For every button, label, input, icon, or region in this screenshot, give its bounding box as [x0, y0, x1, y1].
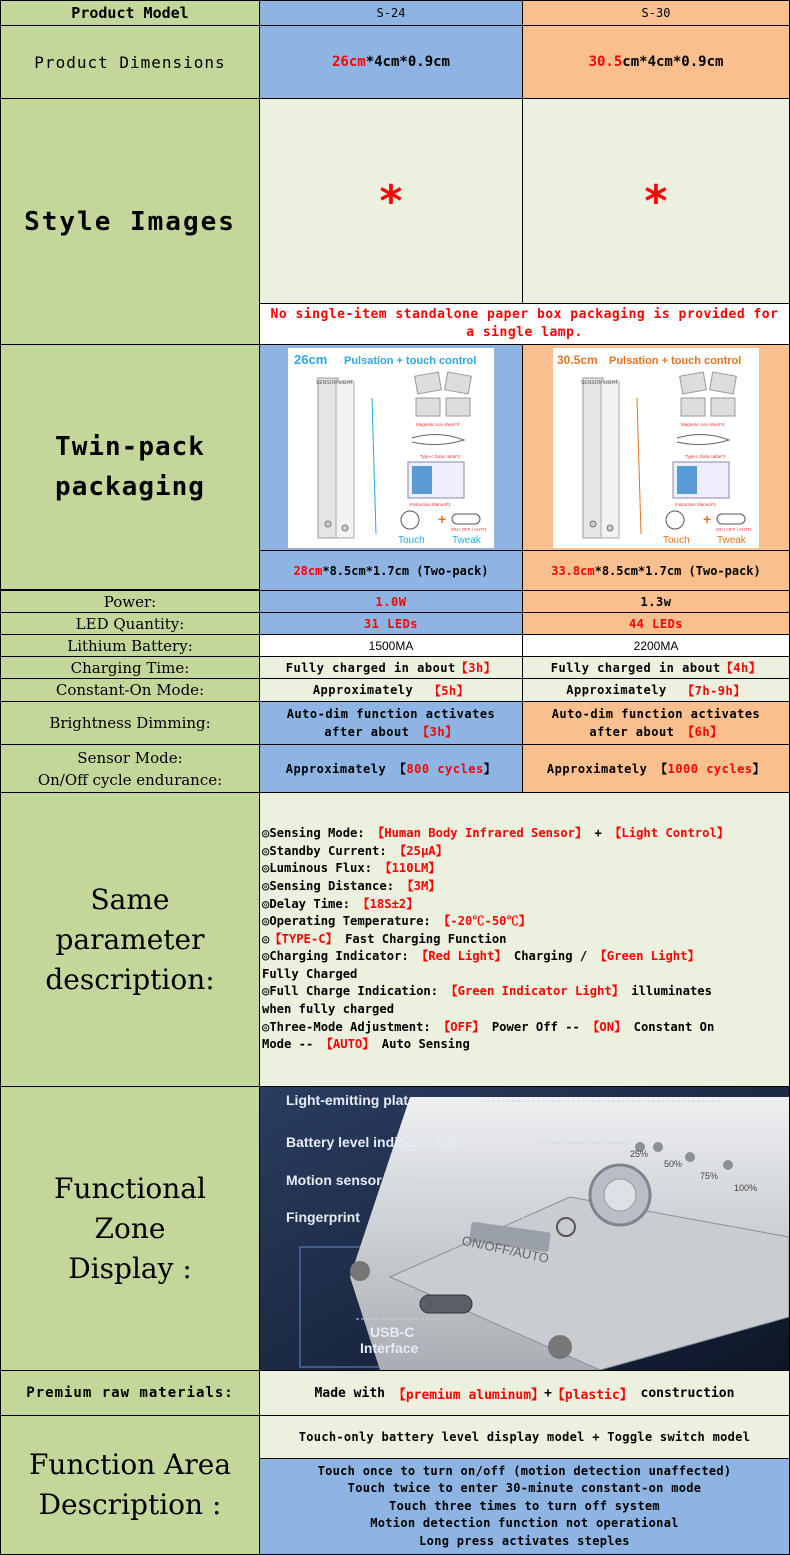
s24-plate-caption: Magnetic iron sheet*4 — [416, 421, 460, 427]
packaging-note-text: No single-item standalone paper box packaging is provided for a single lamp. — [270, 307, 779, 340]
led-label-text: LED Quantity: — [75, 614, 185, 633]
s30-pack-size-cell — [522, 550, 790, 591]
param-text: Auto Sensing — [374, 1037, 470, 1052]
s30-pack-dims: *8.5cm*1.7cm (Two-pack) — [594, 563, 761, 578]
param-text: Constant On — [626, 1019, 715, 1034]
param-text: ◎Operating Temperature: — [262, 914, 439, 929]
param-text: Fully Charged — [262, 966, 358, 981]
same-param-lines — [262, 825, 729, 1054]
param-value: 【3M】 — [401, 878, 441, 893]
materials-plus: + — [544, 1385, 552, 1401]
s24-constant — [259, 678, 523, 702]
s24-led-value: 31 LEDs — [363, 616, 419, 631]
param-value: 【18S±2】 — [357, 896, 419, 911]
materials-prefix: Made with — [314, 1385, 393, 1401]
s30-cable-caption: Type-c Data cable*2 — [685, 453, 726, 459]
function-area-model-text: Touch-only battery level display model + Toggle switch model — [298, 1430, 751, 1444]
s30-led — [522, 612, 790, 635]
s30-power-value: 1.3w — [640, 594, 672, 609]
s30-length: 30.5 — [588, 54, 623, 70]
s24-constant-prefix: Approximately — [312, 683, 429, 697]
callout-battery-indicator: Battery level indicator light — [286, 1134, 466, 1150]
functional-label-l1: Functional — [54, 1171, 206, 1205]
s30-charging-value: 【4h】 — [720, 661, 762, 675]
battery-100-label: 100% — [734, 1183, 758, 1193]
packaging-note — [259, 303, 790, 345]
twin-pack-label-l1: Twin-pack — [55, 432, 205, 462]
s24-tweak-label: Tweak — [452, 534, 481, 546]
s30-constant-value: 【7h-9h】 — [682, 683, 746, 698]
param-line — [262, 896, 729, 914]
s24-charging — [259, 656, 523, 679]
param-value: 【ON】 — [587, 1019, 627, 1034]
s24-pack-image-cell — [259, 344, 523, 551]
s30-box-label: SENSOR LIGHT — [581, 379, 619, 386]
s24-box-label: SENSOR LIGHT — [316, 379, 354, 386]
s24-sensor — [259, 744, 523, 793]
param-line — [262, 913, 729, 931]
param-line — [262, 948, 729, 966]
s30-pack-length: 33.8cm — [551, 563, 595, 578]
param-text: ◎Standby Current: — [262, 843, 395, 858]
function-line-1: Touch once to turn on/off (motion detection unaffected) — [317, 1463, 732, 1478]
materials-suffix: construction — [632, 1385, 735, 1401]
s24-style-marker: * — [377, 175, 405, 227]
s30-pack-headline: Pulsation + touch control — [609, 354, 742, 367]
s30-sensor-value: 1000 cycles — [667, 761, 753, 776]
s24-switch-text: ON / OFF / AUTO — [451, 526, 487, 532]
param-value: 【25μA】 — [394, 843, 448, 858]
twin-pack-label — [0, 344, 260, 590]
param-text: ◎Three-Mode Adjustment: — [262, 1019, 439, 1034]
s24-cable-caption: Type-c Data cable*2 — [420, 453, 461, 459]
materials-value — [259, 1370, 790, 1416]
functional-label-l3: Display : — [68, 1251, 192, 1285]
s24-power — [259, 590, 523, 613]
same-param-label — [0, 792, 260, 1087]
battery-label — [0, 634, 260, 657]
constant-label-text: Constant-On Mode: — [55, 681, 205, 699]
s24-led — [259, 612, 523, 635]
same-param-label-l3: description: — [45, 962, 215, 996]
s24-pack-length: 28cm — [293, 563, 323, 578]
s24-charging-prefix: Fully charged in about — [285, 660, 456, 675]
charging-label — [0, 656, 260, 679]
s30-model-cell — [522, 0, 790, 26]
s24-style-image — [259, 98, 523, 304]
function-line-5: Long press activates steples — [419, 1533, 630, 1548]
functional-zone-image — [260, 1087, 789, 1370]
param-line — [262, 1036, 729, 1054]
dimming-label — [0, 701, 260, 745]
function-line-4: Motion detection function not operational — [370, 1516, 679, 1531]
s24-power-value: 1.0W — [375, 594, 407, 609]
param-line — [262, 966, 729, 984]
led-label — [0, 612, 260, 635]
same-param-text — [259, 792, 790, 1087]
param-line — [262, 1019, 729, 1037]
dimming-label-text: Brightness Dimming: — [49, 714, 211, 732]
param-value: 【Red Light】 — [416, 949, 507, 964]
param-value: 【TYPE-C】 — [269, 931, 338, 946]
s30-constant — [522, 678, 790, 702]
param-line — [262, 878, 729, 896]
s30-battery — [522, 634, 790, 657]
function-line-3: Touch three times to turn off system — [389, 1498, 660, 1513]
same-param-label-l1: Same — [90, 882, 170, 916]
param-text: Mode -- — [262, 1037, 321, 1052]
s30-sensor-prefix: Approximately 【 — [546, 762, 668, 776]
s24-sensor-value: 800 cycles — [406, 761, 484, 776]
param-value: 【Green Light】 — [594, 949, 700, 964]
s24-model: S-24 — [376, 6, 406, 20]
battery-25-label: 25% — [630, 1149, 649, 1159]
s24-touch-label: Touch — [398, 534, 425, 546]
svg-text:+: + — [703, 510, 712, 527]
param-line — [262, 931, 729, 949]
svg-text:+: + — [438, 510, 447, 527]
s30-dimming-value: 【6h】 — [682, 725, 723, 739]
battery-label-text: Lithium Battery: — [67, 636, 193, 655]
s30-switch-text: ON / OFF / AUTO — [716, 526, 752, 532]
param-line — [262, 1001, 729, 1019]
s24-pack-dims: *8.5cm*1.7cm (Two-pack) — [322, 563, 489, 578]
param-text: Charging / — [506, 949, 595, 964]
s30-sensor — [522, 744, 790, 793]
s24-battery-value: 1500MA — [368, 638, 414, 653]
s24-pack-image — [288, 348, 494, 548]
param-value: 【Green Indicator Light】 — [445, 984, 624, 999]
param-text: Fast Charging Function — [337, 931, 507, 946]
function-area-model — [259, 1415, 790, 1459]
twin-pack-label-l2: packaging — [55, 472, 205, 502]
s30-pack-size: 30.5cm — [557, 352, 598, 367]
s24-constant-value: 【5h】 — [428, 683, 470, 698]
style-images-label-text: Style Images — [24, 206, 236, 237]
constant-label — [0, 678, 260, 702]
s30-dimming — [522, 701, 790, 745]
param-value: 【Light Control】 — [609, 826, 729, 841]
s30-charging-prefix: Fully charged in about — [550, 660, 721, 675]
callout-usb-l1: USB-C — [370, 1324, 415, 1340]
functional-zone-image-cell — [259, 1086, 790, 1371]
param-value: 【AUTO】 — [320, 1037, 375, 1052]
functional-label — [0, 1086, 260, 1371]
s24-dims-rest: *4cm*0.9cm — [365, 54, 450, 70]
style-images-label — [0, 98, 260, 345]
functional-label-l2: Zone — [94, 1211, 166, 1245]
dimensions-label — [0, 25, 260, 99]
sensor-label-line1: Sensor Mode: — [77, 748, 183, 767]
s30-style-marker: * — [642, 175, 670, 227]
power-label-text: Power: — [103, 592, 157, 611]
param-text: ◎Delay Time: — [262, 896, 358, 911]
charging-label-text: Charging Time: — [70, 658, 190, 677]
s24-dimming-prefix: after about — [324, 725, 418, 739]
s24-dimming-line1: Auto-dim function activates — [286, 707, 496, 721]
s30-pack-image — [553, 348, 759, 548]
s24-length: 26cm — [331, 54, 366, 70]
s30-charging — [522, 656, 790, 679]
materials-plastic: 【plastic】 — [551, 1387, 633, 1403]
callout-fingerprint: Fingerprint — [286, 1209, 360, 1225]
s24-charging-value: 【3h】 — [455, 661, 497, 675]
param-text: when fully charged — [262, 1002, 395, 1017]
sensor-label — [0, 744, 260, 793]
materials-label — [0, 1370, 260, 1416]
param-value: 【-20℃-50℃】 — [438, 914, 531, 929]
param-text: ◎ — [262, 931, 270, 946]
s30-model: S-30 — [641, 6, 671, 20]
product-model-label — [0, 0, 260, 26]
s30-dimming-line1: Auto-dim function activates — [551, 707, 761, 721]
s30-constant-prefix: Approximately — [566, 683, 683, 697]
s24-sensor-suffix: 】 — [483, 762, 497, 776]
param-text: ◎Sensing Mode: — [262, 826, 373, 841]
product-model-label-text: Product Model — [71, 4, 189, 22]
dimensions-label-text: Product Dimensions — [34, 52, 226, 72]
param-text: ◎Luminous Flux: — [262, 861, 380, 876]
param-text: illuminates — [623, 984, 712, 999]
battery-50-label: 50% — [664, 1159, 683, 1169]
switch-label: ON/OFF/AUTO — [460, 1232, 551, 1266]
param-text: ◎Sensing Distance: — [262, 878, 402, 893]
s24-dimensions — [259, 25, 523, 99]
s24-pack-headline: Pulsation + touch control — [344, 354, 477, 367]
s30-power — [522, 590, 790, 613]
callout-motion-sensor: Motion sensor — [286, 1172, 382, 1188]
s30-dimensions — [522, 25, 790, 99]
s24-sensor-prefix: Approximately 【 — [285, 762, 407, 776]
s30-style-image — [522, 98, 790, 304]
s24-model-cell — [259, 0, 523, 26]
function-area-label-l1: Function Area — [28, 1448, 232, 1481]
callout-light-plate: Light-emitting plate — [286, 1092, 416, 1108]
s24-pack-size-cell — [259, 550, 523, 591]
function-area-label — [0, 1415, 260, 1555]
param-line — [262, 825, 729, 843]
param-line — [262, 860, 729, 878]
function-area-label-l2: Description : — [38, 1488, 222, 1521]
s30-touch-label: Touch — [663, 534, 690, 546]
s30-dimming-prefix: after about — [589, 725, 683, 739]
param-value: 【OFF】 — [438, 1019, 485, 1034]
param-line — [262, 983, 729, 1001]
s24-dimming — [259, 701, 523, 745]
param-line — [262, 843, 729, 861]
callout-usb-l2: Interface — [360, 1340, 419, 1356]
param-text: + — [587, 826, 610, 841]
s24-dimming-value: 【3h】 — [417, 725, 458, 739]
function-area-description — [259, 1458, 790, 1555]
s30-plate-caption: Magnetic iron sheet*4 — [681, 421, 725, 427]
param-text: ◎Charging Indicator: — [262, 949, 417, 964]
s30-tweak-label: Tweak — [717, 534, 746, 546]
s30-manual-caption: Instruction Manual*1 — [675, 501, 717, 507]
s24-pack-size: 26cm — [294, 351, 328, 367]
s24-battery — [259, 634, 523, 657]
same-param-label-l2: parameter — [55, 922, 205, 956]
battery-75-label: 75% — [700, 1171, 719, 1181]
materials-label-text: Premium raw materials: — [26, 1385, 234, 1401]
s30-pack-image-cell — [522, 344, 790, 551]
sensor-label-line2: On/Off cycle endurance: — [37, 770, 223, 789]
param-text: Power Off -- — [484, 1019, 588, 1034]
materials-aluminum: 【premium aluminum】 — [392, 1387, 545, 1403]
s24-manual-caption: Instruction Manual*1 — [410, 501, 452, 507]
param-value: 【110LM】 — [379, 861, 441, 876]
s30-led-value: 44 LEDs — [628, 616, 684, 631]
power-label — [0, 590, 260, 613]
param-value: 【Human Body Infrared Sensor】 — [372, 826, 588, 841]
function-line-2: Touch twice to enter 30-minute constant-on mode — [347, 1481, 702, 1496]
s30-battery-value: 2200MA — [633, 638, 679, 653]
param-text: ◎Full Charge Indication: — [262, 984, 446, 999]
s30-dims-rest: cm*4cm*0.9cm — [622, 54, 724, 70]
s30-sensor-suffix: 】 — [752, 762, 766, 776]
